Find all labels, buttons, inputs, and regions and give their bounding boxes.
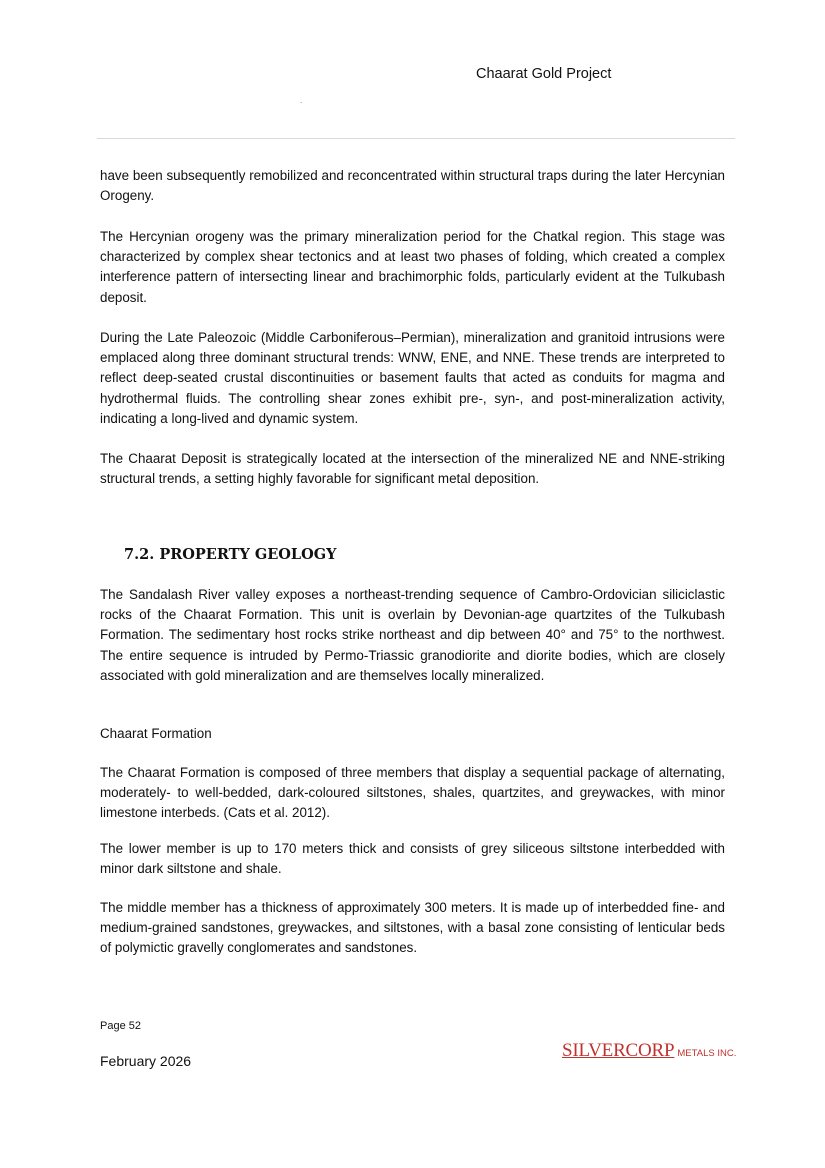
paragraph-1: have been subsequently remobilized and reconcentrated within structural traps during the later Hercynian Orogeny.	[100, 168, 725, 204]
paragraph-8: The middle member has a thickness of approximately 300 meters. It is made up of interbedded fine- and medium-grained sandstones, greywackes, and siltstones, with a basal zone consisting of lenticular beds of polymictic gravelly conglomerates and sandstones.	[100, 900, 725, 956]
company-logo	[562, 1040, 736, 1062]
header-divider	[97, 138, 735, 139]
logo-subtitle: METALS INC.	[677, 1048, 737, 1059]
subsection-heading: Chaarat Formation	[100, 726, 212, 741]
paragraph-3: During the Late Paleozoic (Middle Carboniferous–Permian), mineralization and granitoid intrusions were emplaced along three dominant structural trends: WNW, ENE, and NNE. These trends are interpreted to reflect deep-seated crustal discontinuities or basement faults that acted as conduits for magma and hydrothermal fluids. The controlling shear zones exhibit pre-, syn-, and post-mineralization activity, indicating a long-lived and dynamic system.	[100, 330, 725, 426]
section-heading: 7.2. PROPERTY GEOLOGY	[124, 546, 337, 563]
paragraph-5: The Sandalash River valley exposes a northeast-trending sequence of Cambro-Ordovician siliciclastic rocks of the Chaarat Formation. This unit is overlain by Devonian-age quartzites of the Tulkubash Formation. The sedimentary host rocks strike northeast and dip between 40° and 75° to the northwest. The entire sequence is intruded by Permo-Triassic granodiorite and diorite bodies, which are closely associated with gold mineralization and are themselves locally mineralized.	[100, 587, 725, 683]
paragraph-7: The lower member is up to 170 meters thick and consists of grey siliceous siltstone interbedded with minor dark siltstone and shale.	[100, 841, 725, 877]
paragraph-2: The Hercynian orogeny was the primary mineralization period for the Chatkal region. This stage was characterized by complex shear tectonics and at least two phases of folding, which created a complex interference pattern of intersecting linear and brachimorphic folds, particularly evident at the Tulkubash deposit.	[100, 229, 725, 305]
header-dot: .	[300, 96, 303, 105]
page-number: Page 52	[100, 1020, 141, 1032]
header-title: Chaarat Gold Project	[476, 66, 612, 82]
footer-date: February 2026	[100, 1053, 192, 1069]
paragraph-4: The Chaarat Deposit is strategically located at the intersection of the mineralized NE and NNE-striking structural trends, a setting highly favorable for significant metal deposition.	[100, 451, 725, 487]
logo-wordmark: SILVERCORP	[562, 1040, 675, 1061]
paragraph-6: The Chaarat Formation is composed of three members that display a sequential package of alternating, moderately- to well-bedded, dark-coloured siltstones, shales, quartzites, and greywackes, with minor limestone interbeds. (Cats et al. 2012).	[100, 765, 725, 821]
